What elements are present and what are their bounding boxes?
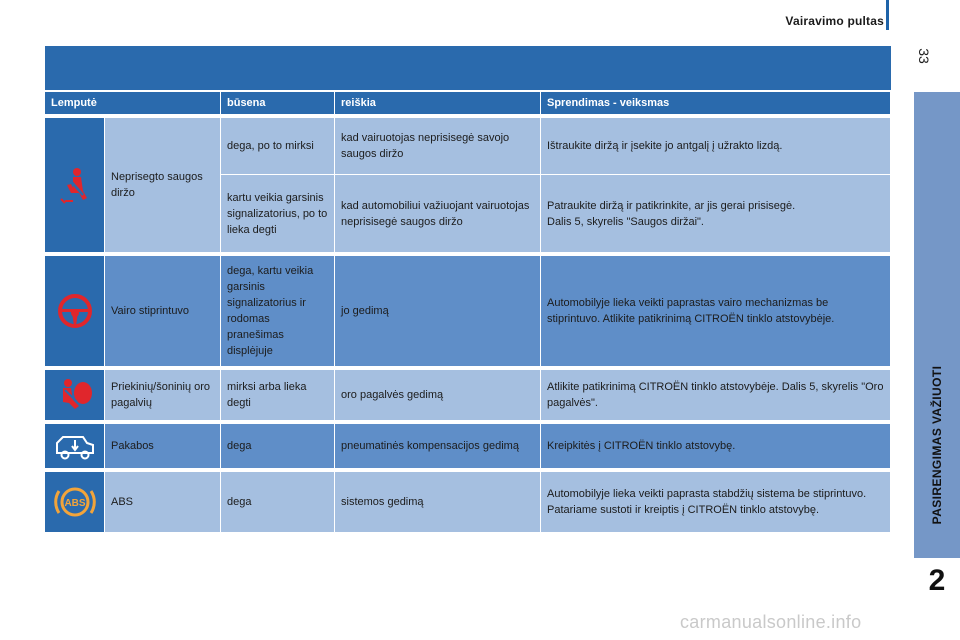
lamp-meaning: sistemos gedimą <box>335 472 541 532</box>
lamp-action: Ištraukite diržą ir įsekite jo antgalį į užrakto lizdą. <box>541 118 891 174</box>
lamp-name: Pakabos <box>105 424 221 468</box>
table-row <box>45 424 891 468</box>
airbag-icon <box>45 370 105 420</box>
side-tab-label-wrap <box>914 330 960 560</box>
warning-lamps-table <box>45 92 891 532</box>
lamp-name: Neprisegto saugos diržo <box>105 118 221 252</box>
table-header-row <box>45 92 891 114</box>
lamp-name: Priekinių/šoninių oro pagalvių <box>105 370 221 420</box>
table-banner <box>45 46 891 90</box>
column-header-meaning: reiškia <box>335 92 541 114</box>
lamp-action: Atlikite patikrinimą CITROËN tinklo atstovybėje. Dalis 5, skyrelis "Oro pagalvės". <box>541 370 891 420</box>
steering-wheel-icon <box>45 256 105 366</box>
watermark: carmanualsonline.info <box>680 612 862 632</box>
lamp-action: Automobilyje lieka veikti paprasta stabdžių sistema be stiprintuvo. Patariame sustoti ir kreiptis į CITROËN tinklo atstovybę. <box>541 472 891 532</box>
seatbelt-warning-icon <box>45 118 105 252</box>
table-row <box>45 370 891 420</box>
lamp-meaning: jo gedimą <box>335 256 541 366</box>
lamp-action: Automobilyje lieka veikti paprastas vairo mechanizmas be stiprintuvo. Atlikite patikrinimą CITROËN tinklo atstovybėje. <box>541 256 891 366</box>
lamp-action: Patraukite diržą ir patikrinkite, ar jis gerai prisisegė. Dalis 5, skyrelis "Saugos diržai". <box>541 174 891 252</box>
lamp-name: Vairo stiprintuvo <box>105 256 221 366</box>
lamp-state: mirksi arba lieka degti <box>221 370 335 420</box>
lamp-name: ABS <box>105 472 221 532</box>
lamp-state: dega <box>221 472 335 532</box>
lamp-state: kartu veikia garsinis signalizatorius, po to lieka degti <box>221 174 335 252</box>
abs-icon <box>45 472 105 532</box>
header-rule <box>886 0 889 30</box>
column-header-state: būsena <box>221 92 335 114</box>
table-row <box>45 472 891 532</box>
chapter-number: 2 <box>928 564 946 597</box>
page-number: 33 <box>916 48 932 64</box>
column-header-action: Sprendimas - veiksmas <box>541 92 891 114</box>
suspension-icon <box>45 424 105 468</box>
svg-text:ABS: ABS <box>63 498 86 509</box>
table-row <box>45 256 891 366</box>
lamp-meaning: oro pagalvės gedimą <box>335 370 541 420</box>
lamp-state: dega, kartu veikia garsinis signalizatorius ir rodomas pranešimas displėjuje <box>221 256 335 366</box>
lamp-meaning: pneumatinės kompensacijos gedimą <box>335 424 541 468</box>
section-title: Vairavimo pultas <box>785 14 884 28</box>
table-row <box>45 118 891 174</box>
lamp-meaning: kad vairuotojas neprisisegė savojo saugos diržo <box>335 118 541 174</box>
side-tab-label: PASIRENGIMAS VAŽIUOTI <box>930 365 944 525</box>
lamp-meaning: kad automobiliui važiuojant vairuotojas neprisisegė saugos diržo <box>335 174 541 252</box>
lamp-state: dega <box>221 424 335 468</box>
column-header-lamp: Lemputė <box>45 92 221 114</box>
lamp-action: Kreipkitės į CITROËN tinklo atstovybę. <box>541 424 891 468</box>
lamp-state: dega, po to mirksi <box>221 118 335 174</box>
